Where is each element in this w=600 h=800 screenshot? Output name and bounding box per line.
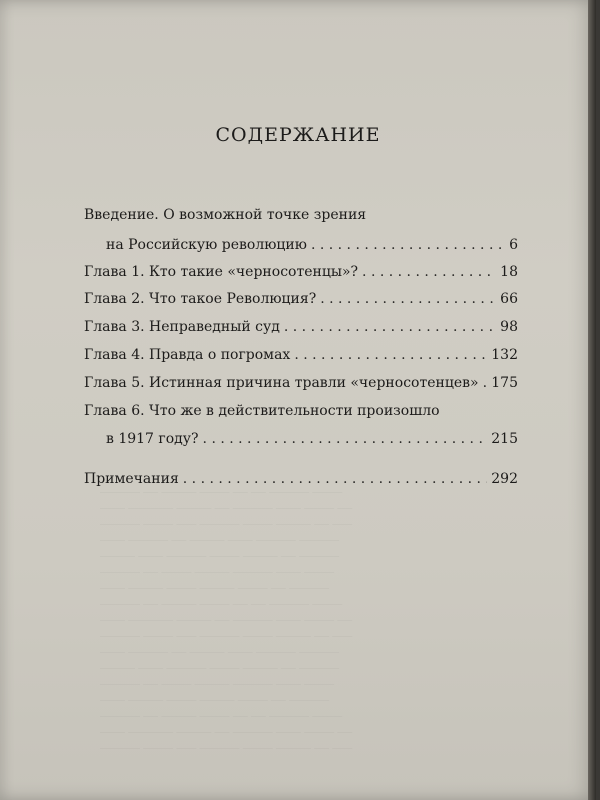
toc-page-number: 132 <box>491 347 518 363</box>
bleed-through-text: ________ ___ _______ ______ ___ ___ ________ ______ _____ _________ _______ ___ ________ _____ ______ ___ ________ ______ ____ ________ ______ _______ ___ ____ _____ ________ ___ _______ _____ ________ ________ _______ _____ ________ ______ _______ ___ ________ ________ ___ ______ _______ ________ _____ ______ _____ _______ ______ _______ ______ ___ ________ ________ ___ _______ ______ ___ ___ ________ ______ _____ _________ _______ ___ ________ _____ ______ ___ ________ ______ ____ ________ ______ _______ ___ ____ _____ ________ ___ _______ _____ ________ ________ _______ _____ ________ ______ _______ ___ ________ ________ ___ ______ _______ ________ _____ ______ _____ _______ ______ _______ ______ ___ ________ ________ ___ _______ ______ ___ ___ ________ ______ _____ _________ _______ ___ ________ _____ ______ ___ ________ ______ ____ ________ ______ _______ ___ ____ <box>100 482 353 749</box>
toc-entry-chapter-6-title <box>84 398 518 424</box>
toc-entry-label: Глава 5. Истинная причина травли «черносотенцев» <box>84 375 479 391</box>
toc-entry-notes[interactable] <box>84 466 518 492</box>
toc-entry-label: Глава 2. Что такое Революция? <box>84 291 317 307</box>
toc-entry-label: Введение. О возможной точке зрения <box>84 207 367 223</box>
contents-title: СОДЕРЖАНИЕ <box>215 124 381 146</box>
toc-entry-intro-title <box>84 202 518 228</box>
leader-dots <box>284 314 496 340</box>
toc-entry-label: Глава 6. Что же в действительности произошло <box>84 403 440 419</box>
leader-dots <box>294 342 487 368</box>
page-edge <box>588 0 596 800</box>
toc-entry-label: Глава 3. Неправедный суд <box>84 319 280 335</box>
leader-dots <box>203 426 488 452</box>
toc-entry-chapter-6[interactable] <box>84 426 518 452</box>
toc-entry-chapter-1[interactable] <box>84 259 518 285</box>
toc-entry-chapter-2[interactable] <box>84 286 518 312</box>
toc-entry-label: Глава 1. Кто такие «черносотенцы»? <box>84 264 359 280</box>
toc-entry-label: Глава 4. Правда о погромах <box>84 347 291 363</box>
toc-page-number: 6 <box>509 237 518 253</box>
toc-entry-chapter-4[interactable] <box>84 342 518 368</box>
toc-entry-label: на Российскую революцию <box>106 237 307 253</box>
toc-page-number: 175 <box>491 375 518 391</box>
leader-dots <box>362 259 496 285</box>
leader-dots <box>320 286 496 312</box>
toc-entry-label: Примечания <box>84 471 179 487</box>
toc-entry-label: в 1917 году? <box>106 431 199 447</box>
toc-page-number: 292 <box>491 471 518 487</box>
toc-entry-intro[interactable] <box>84 232 518 258</box>
leader-dots <box>183 466 487 492</box>
toc-entry-chapter-5[interactable] <box>84 370 518 396</box>
toc-entry-chapter-3[interactable] <box>84 314 518 340</box>
toc-page-number: 98 <box>500 319 518 335</box>
toc-page-number: 66 <box>500 291 518 307</box>
toc-page-number: 215 <box>491 431 518 447</box>
leader-dots <box>311 232 505 258</box>
toc-page-number: 18 <box>500 264 518 280</box>
